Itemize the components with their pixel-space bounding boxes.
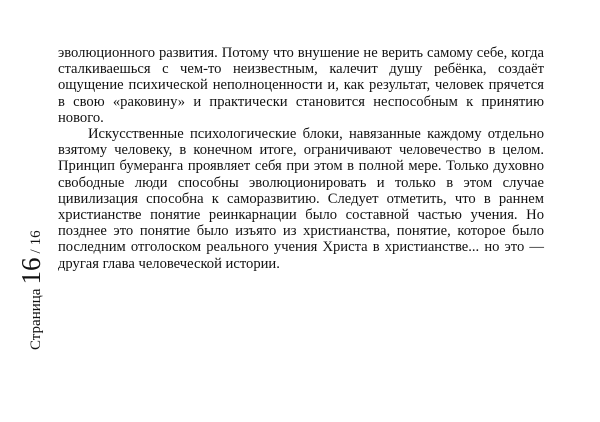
- page-separator: /: [28, 249, 44, 254]
- total-pages: 16: [28, 230, 44, 246]
- document-body: [58, 45, 544, 272]
- page-word: Страница: [28, 288, 44, 350]
- page-number-label: [18, 230, 45, 350]
- paragraph-continuation: эволюционного развития. Потому что внушение не верить самому себе, когда сталкиваешься с чем-то неизвестным, калечит душу ребёнка, создаёт ощущение психической неполноценности и, как результат, человек прячется в свою «раковину» и практически становится неспособным к принятию нового.: [58, 45, 544, 126]
- paragraph: Искусственные психологические блоки, навязанные каждому отдельно взятому человеку, в конечном итоге, ограничивают человечество в целом. Принцип бумеранга проявляет себя при этом в полной мере. Только духовно свободные люди способны эволюционировать и только в этом случае цивилизация способна к саморазвитию. Следует отметить, что в раннем христианстве понятие реинкарнации было составной частью учения. Но позднее это понятие было изъято из христианства, понятие, которое было последним отголоском реального учения Христа в христианстве... но это — другая глава человеческой истории.: [58, 126, 544, 272]
- current-page-number: 16: [16, 257, 46, 285]
